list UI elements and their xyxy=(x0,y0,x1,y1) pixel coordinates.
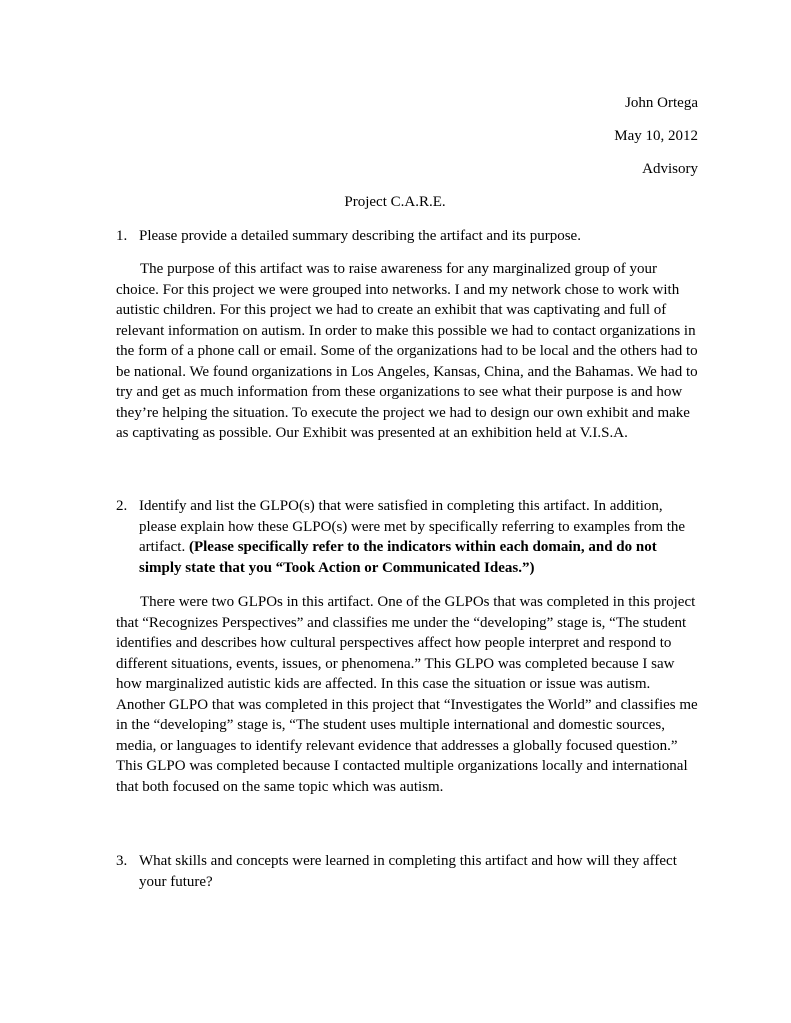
class-name: Advisory xyxy=(642,161,698,177)
author-name: John Ortega xyxy=(625,95,698,111)
question-2-text xyxy=(139,496,698,578)
question-2-emphasis: (Please specifically refer to the indicators within each domain, and do not simply state that you “Took Action or Communicated Ideas.”) xyxy=(139,539,657,576)
question-3 xyxy=(116,851,698,892)
question-3-number: 3. xyxy=(116,853,128,869)
question-2-number: 2. xyxy=(116,498,128,514)
question-2-prompt: Identify and list the GLPO(s) that were satisfied in completing this artifact. In addition, please explain how these GLPO(s) were met by specifically referring to examples from the artifact. xyxy=(139,498,686,555)
document-title: Project C.A.R.E. xyxy=(344,194,446,210)
question-3-text xyxy=(139,851,698,892)
answer-1: The purpose of this artifact was to raise awareness for any marginalized group of your choice. For this project we were grouped into networks. I and my network chose to work with autistic children. For this project we had to create an exhibit that was captivating and full of relevant information on autism. In order to make this possible we had to contact organizations in the form of a phone call or email. Some of the organizations had to be local and the others had to be national. We found organizations in Los Angeles, Kansas, China, and the Bahamas. We had to try and get as much information from these organizations to see what their purpose is and how they’re helping the situation. To execute the project we had to design our own exhibit and make as captivating as possible. Our Exhibit was presented at an exhibition held at V.I.S.A. xyxy=(116,261,698,441)
question-1-prompt: Please provide a detailed summary describing the artifact and its purpose. xyxy=(139,228,581,244)
document-date: May 10, 2012 xyxy=(614,128,698,144)
question-3-prompt: What skills and concepts were learned in completing this artifact and how will they affect your future? xyxy=(139,853,677,890)
question-2 xyxy=(116,496,698,578)
question-1 xyxy=(116,226,698,247)
answer-2: There were two GLPOs in this artifact. One of the GLPOs that was completed in this project that “Recognizes Perspectives” and classifies me under the “developing” stage is, “The student identifies and describes how cultural perspectives affect how people interpret and respond to different situations, events, issues, or phenomena.” This GLPO was completed because I saw how marginalized autistic kids are affected. In this case the situation or issue was autism. Another GLPO that was completed in this project that “Investigates the World” and classifies me in the “developing” stage is, “The student uses multiple international and domestic sources, media, or languages to identify relevant evidence that addresses a globally focused question.” This GLPO was completed because I contacted multiple organizations locally and international that both focused on the same topic which was autism. xyxy=(116,594,698,795)
question-1-text xyxy=(139,226,698,247)
question-1-number: 1. xyxy=(116,228,128,244)
